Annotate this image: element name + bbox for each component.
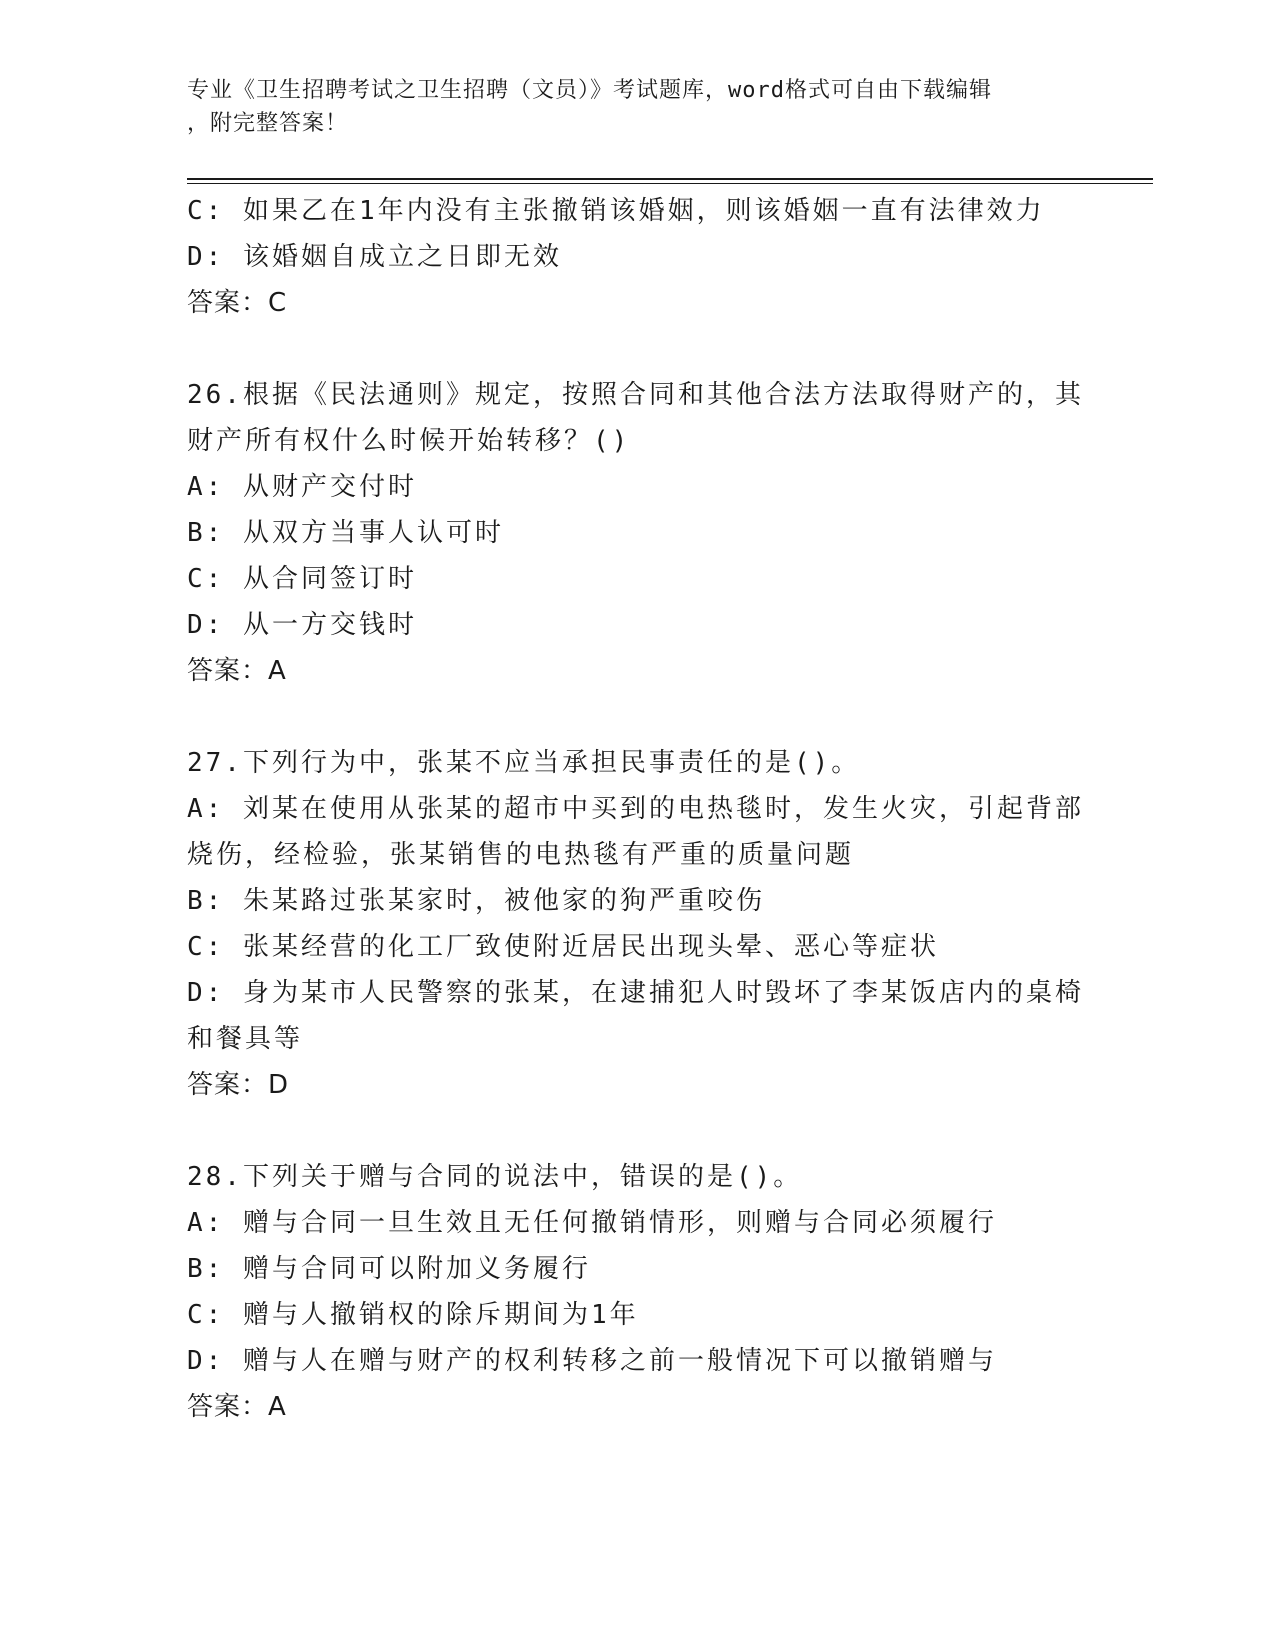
q27-option-c: C: 张某经营的化工厂致使附近居民出现头晕、恶心等症状 — [187, 932, 939, 962]
q27-option-a-line-2: 烧伤，经检验，张某销售的电热毯有严重的质量问题 — [187, 840, 855, 870]
spacer — [187, 326, 1087, 372]
q28-option-a: A: 赠与合同一旦生效且无任何撤销情形，则赠与合同必须履行 — [187, 1208, 997, 1238]
q26-answer: 答案：A — [187, 656, 287, 686]
spacer — [187, 694, 1087, 740]
q26-option-c: C: 从合同签订时 — [187, 564, 417, 594]
q28-stem: 28.下列关于赠与合同的说法中，错误的是()。 — [187, 1162, 803, 1192]
q28-option-d: D: 赠与人在赠与财产的权利转移之前一般情况下可以撤销赠与 — [187, 1346, 997, 1376]
header-line-2: ，附完整答案！ — [187, 111, 349, 136]
q27-option-a-line-1: A: 刘某在使用从张某的超市中买到的电热毯时，发生火灾，引起背部 — [187, 794, 1084, 824]
q26-option-d: D: 从一方交钱时 — [187, 610, 417, 640]
q26-option-a: A: 从财产交付时 — [187, 472, 417, 502]
q28-option-b: B: 赠与合同可以附加义务履行 — [187, 1254, 591, 1284]
header-line-1: 专业《卫生招聘考试之卫生招聘（文员）》考试题库，word格式可自由下载编辑 — [187, 78, 992, 103]
spacer — [187, 1108, 1087, 1154]
q25-answer: 答案：C — [187, 288, 288, 318]
q26-stem-line-2: 财产所有权什么时候开始转移？() — [187, 426, 631, 456]
q27-answer: 答案：D — [187, 1070, 290, 1100]
q25-option-d: D: 该婚姻自成立之日即无效 — [187, 242, 562, 272]
q28-answer: 答案：A — [187, 1392, 287, 1422]
question-25-block — [187, 188, 1087, 326]
header-divider-thick — [187, 178, 1153, 180]
q25-option-c: C: 如果乙在1年内没有主张撤销该婚姻，则该婚姻一直有法律效力 — [187, 196, 1045, 226]
question-27-block — [187, 740, 1087, 1108]
q27-option-b: B: 朱某路过张某家时，被他家的狗严重咬伤 — [187, 886, 765, 916]
q27-option-d-line-2: 和餐具等 — [187, 1024, 304, 1054]
question-28-block — [187, 1154, 1087, 1430]
question-list — [187, 188, 1087, 1430]
q27-stem: 27.下列行为中，张某不应当承担民事责任的是()。 — [187, 748, 861, 778]
q27-option-d-line-1: D: 身为某市人民警察的张某，在逮捕犯人时毁坏了李某饭店内的桌椅 — [187, 978, 1084, 1008]
q26-stem-line-1: 26.根据《民法通则》规定，按照合同和其他合法方法取得财产的，其 — [187, 380, 1084, 410]
q28-option-c: C: 赠与人撤销权的除斥期间为1年 — [187, 1300, 639, 1330]
question-26-block — [187, 372, 1087, 694]
document-header — [187, 74, 1087, 140]
header-divider-thin — [187, 183, 1153, 184]
q26-option-b: B: 从双方当事人认可时 — [187, 518, 504, 548]
